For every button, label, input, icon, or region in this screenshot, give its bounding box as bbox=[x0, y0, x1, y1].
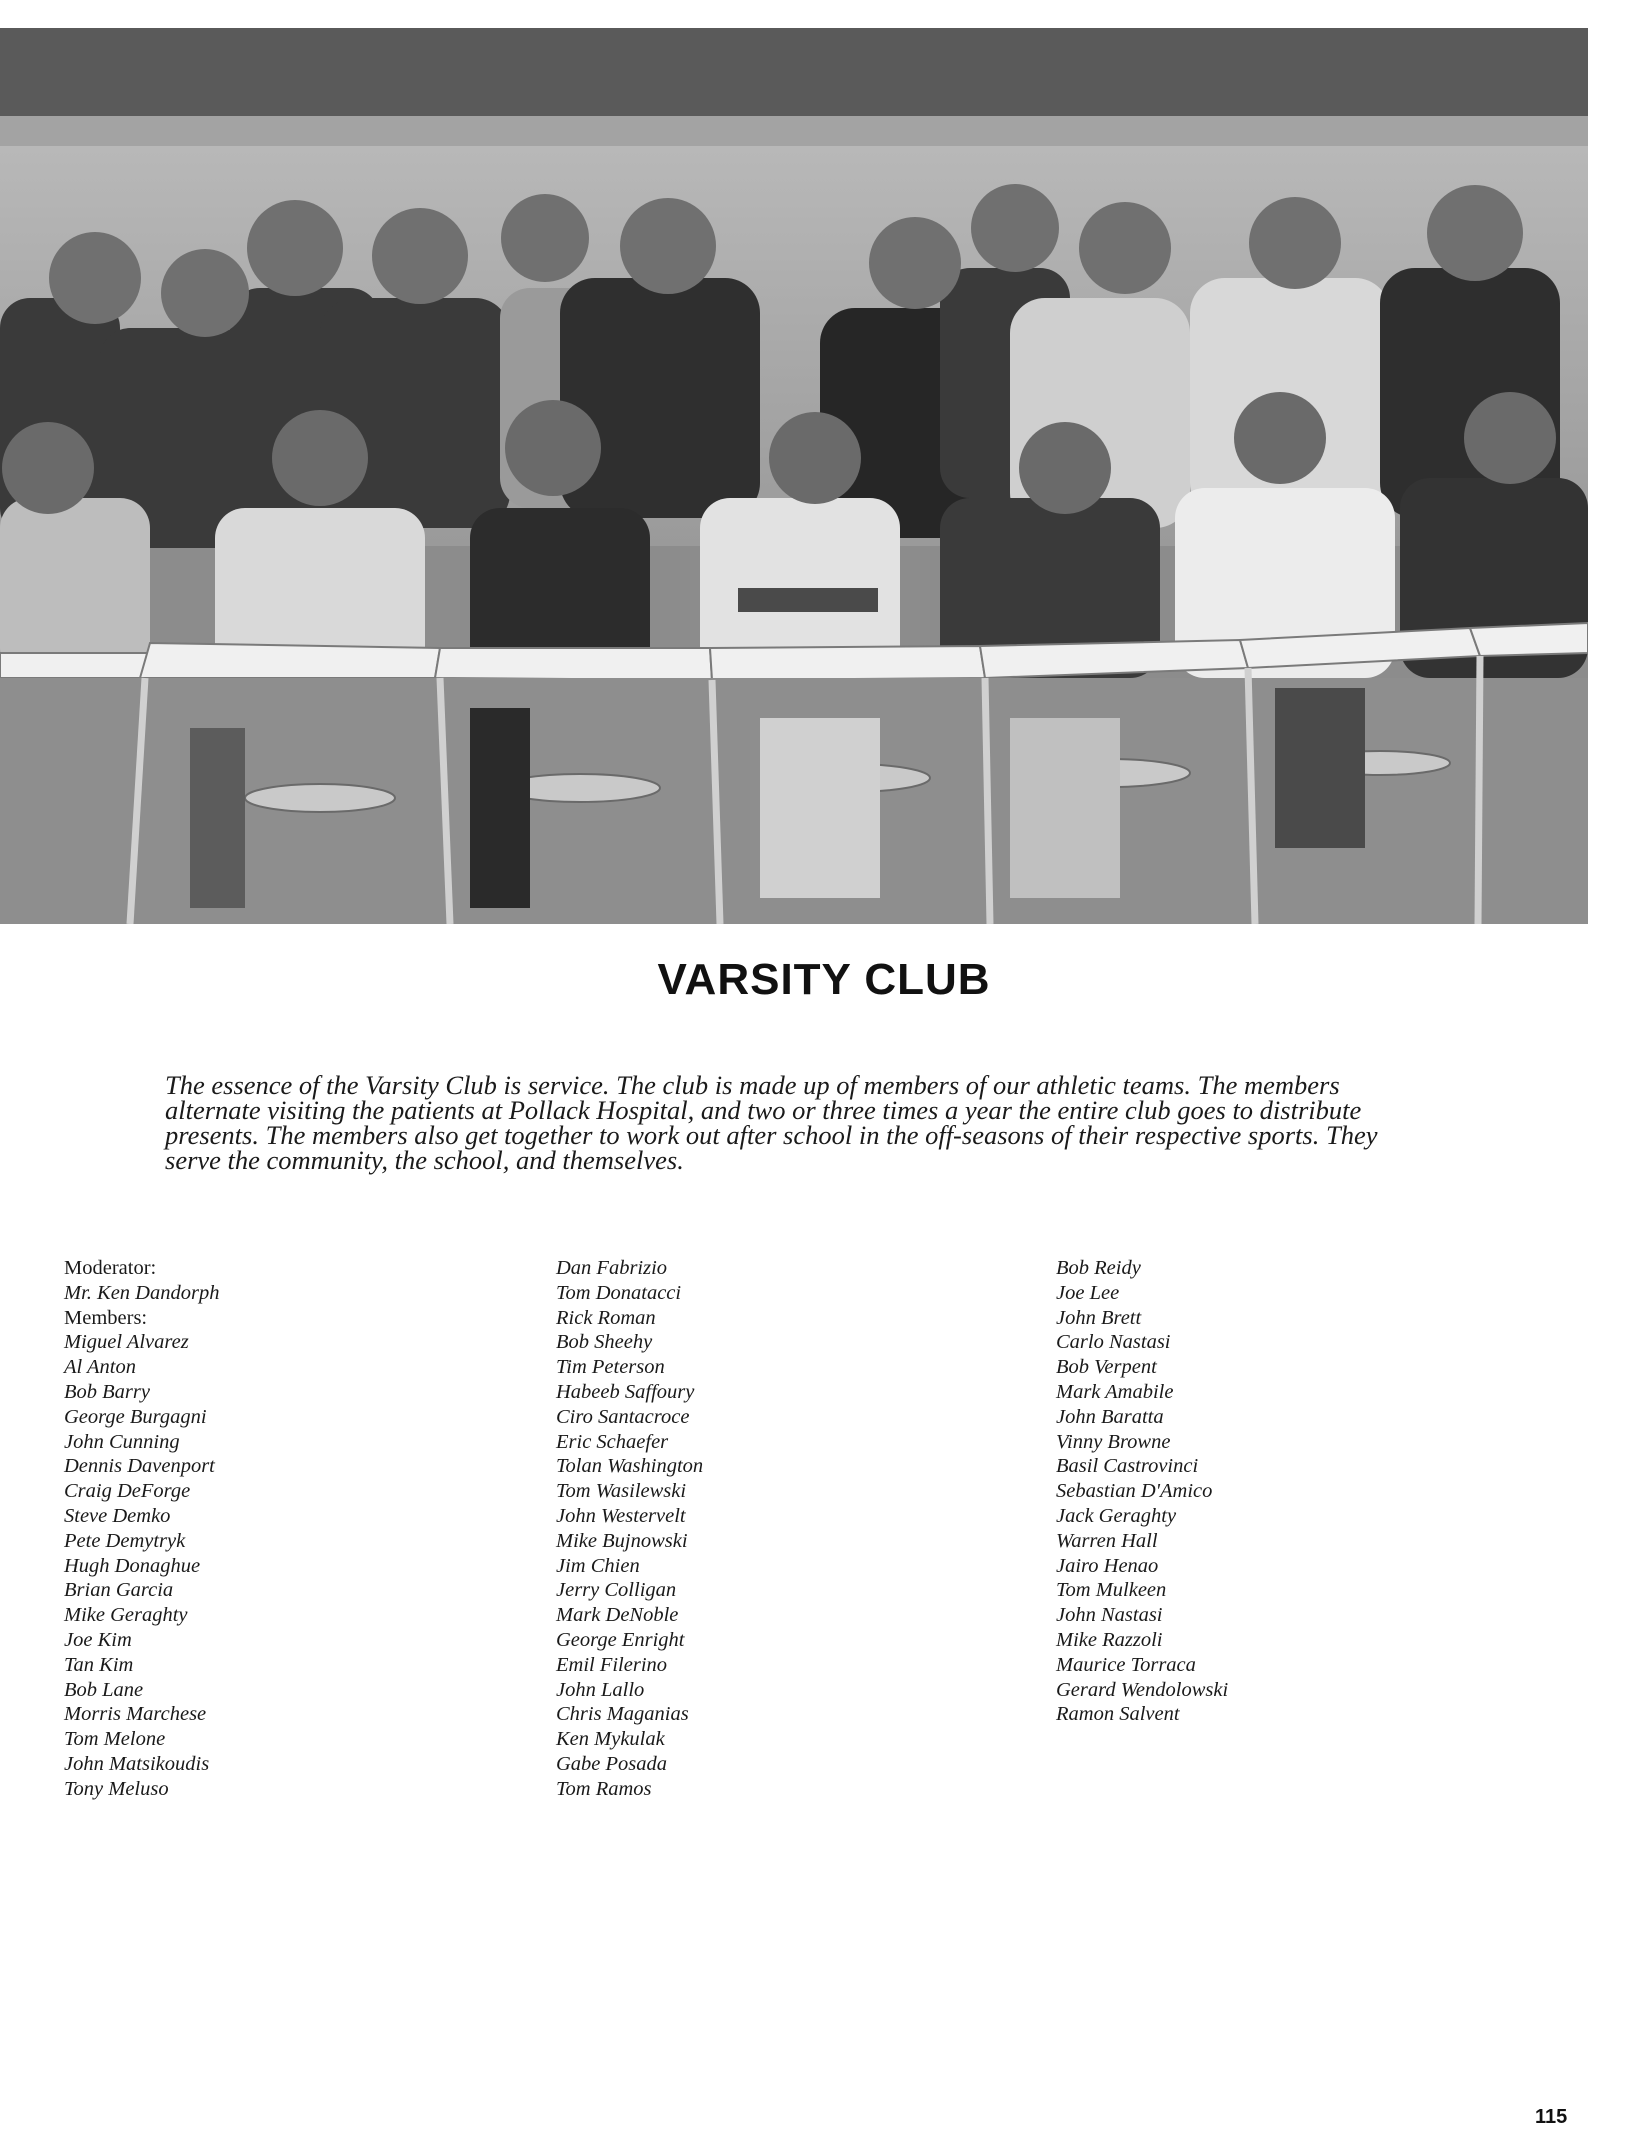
member-name: Miguel Alvarez bbox=[64, 1331, 189, 1354]
member-name: Tolan Washington bbox=[556, 1455, 704, 1478]
member-name: George Enright bbox=[556, 1628, 685, 1651]
member-name: Mike Bujnowski bbox=[556, 1529, 688, 1552]
member-name: Morris Marchese bbox=[64, 1703, 207, 1726]
member-name: Tom Mulkeen bbox=[1056, 1579, 1167, 1602]
intro-paragraph: The essence of the Varsity Club is service. The club is made up of members of our athletic teams. The members alternate visiting the patients at Pollack Hospital, and two or three times a year the entire club goes to distribute presents. The members also get together to work out after school in the off-seasons of their respective sports. They serve the community, the school, and themselves. bbox=[165, 1070, 1378, 1175]
member-name: Dan Fabrizio bbox=[556, 1257, 668, 1279]
member-name: John Lallo bbox=[556, 1678, 645, 1701]
group-photo-icon bbox=[0, 28, 1588, 924]
member-name: Maurice Torraca bbox=[1056, 1653, 1196, 1676]
member-name: Dennis Davenport bbox=[64, 1455, 215, 1478]
page-title: VARSITY CLUB bbox=[657, 955, 991, 1004]
member-name: Tom Ramos bbox=[556, 1777, 652, 1800]
member-name: Vinny Browne bbox=[1056, 1430, 1171, 1453]
member-name: Tom Donatacci bbox=[556, 1281, 682, 1304]
member-name: Eric Schaefer bbox=[556, 1430, 669, 1453]
member-name: Jerry Colligan bbox=[556, 1579, 677, 1602]
member-name: Ramon Salvent bbox=[1056, 1703, 1180, 1726]
member-name: Bob Reidy bbox=[1056, 1257, 1141, 1279]
member-name: Basil Castrovinci bbox=[1056, 1455, 1199, 1478]
member-name: Hugh Donaghue bbox=[64, 1554, 201, 1577]
member-name: Tom Wasilewski bbox=[556, 1480, 687, 1503]
member-name: Ciro Santacroce bbox=[556, 1405, 690, 1428]
member-name: Warren Hall bbox=[1056, 1529, 1158, 1552]
member-name: Chris Maganias bbox=[556, 1703, 689, 1726]
member-name: John Matsikoudis bbox=[64, 1752, 210, 1775]
member-name: John Westervelt bbox=[556, 1504, 686, 1527]
member-name: Craig DeForge bbox=[64, 1480, 191, 1503]
member-name: Jairo Henao bbox=[1056, 1554, 1159, 1577]
member-name: John Cunning bbox=[64, 1430, 180, 1453]
member-name: Pete Demytryk bbox=[64, 1529, 186, 1552]
member-name: Rick Roman bbox=[556, 1306, 656, 1329]
member-name: Al Anton bbox=[64, 1356, 136, 1379]
member-name: Bob Barry bbox=[64, 1380, 150, 1403]
member-name: Gerard Wendolowski bbox=[1056, 1678, 1229, 1701]
member-name: Habeeb Saffoury bbox=[556, 1380, 695, 1403]
member-name: Tom Melone bbox=[64, 1728, 166, 1751]
member-name: Mark DeNoble bbox=[556, 1604, 679, 1627]
member-name: Jack Geraghty bbox=[1056, 1504, 1177, 1527]
member-name: Bob Lane bbox=[64, 1678, 144, 1701]
member-name: Jim Chien bbox=[556, 1554, 640, 1577]
member-name: Tony Meluso bbox=[64, 1777, 169, 1800]
member-name: John Brett bbox=[1056, 1306, 1142, 1329]
page-number: 115 bbox=[1535, 2106, 1568, 2128]
roster-column-1 bbox=[64, 1256, 219, 1802]
roster-column-2 bbox=[556, 1256, 703, 1802]
moderator-heading: Moderator: bbox=[64, 1257, 157, 1279]
member-name: Gabe Posada bbox=[556, 1752, 668, 1775]
member-name: Ken Mykulak bbox=[556, 1728, 665, 1751]
member-name: Bob Sheehy bbox=[556, 1331, 653, 1354]
member-name: Tan Kim bbox=[64, 1653, 134, 1676]
member-name: Bob Verpent bbox=[1056, 1356, 1157, 1379]
member-name: John Baratta bbox=[1056, 1405, 1164, 1428]
member-name: John Nastasi bbox=[1056, 1604, 1163, 1627]
members-heading: Members: bbox=[64, 1306, 148, 1329]
member-name: Brian Garcia bbox=[64, 1579, 174, 1602]
member-name: Joe Lee bbox=[1056, 1281, 1120, 1304]
group-photo bbox=[0, 28, 1588, 924]
member-name: Sebastian D'Amico bbox=[1056, 1480, 1213, 1503]
member-name: Mark Amabile bbox=[1056, 1380, 1174, 1403]
member-name: Carlo Nastasi bbox=[1056, 1331, 1171, 1354]
member-name: Tim Peterson bbox=[556, 1356, 665, 1379]
member-name: Joe Kim bbox=[64, 1628, 132, 1651]
roster-column-3 bbox=[1056, 1256, 1228, 1727]
member-name: Steve Demko bbox=[64, 1504, 171, 1527]
member-name: George Burgagni bbox=[64, 1405, 207, 1428]
member-name: Mike Razzoli bbox=[1056, 1628, 1163, 1651]
moderator-name: Mr. Ken Dandorph bbox=[64, 1281, 220, 1304]
member-name: Mike Geraghty bbox=[64, 1604, 188, 1627]
member-name: Emil Filerino bbox=[556, 1653, 668, 1676]
